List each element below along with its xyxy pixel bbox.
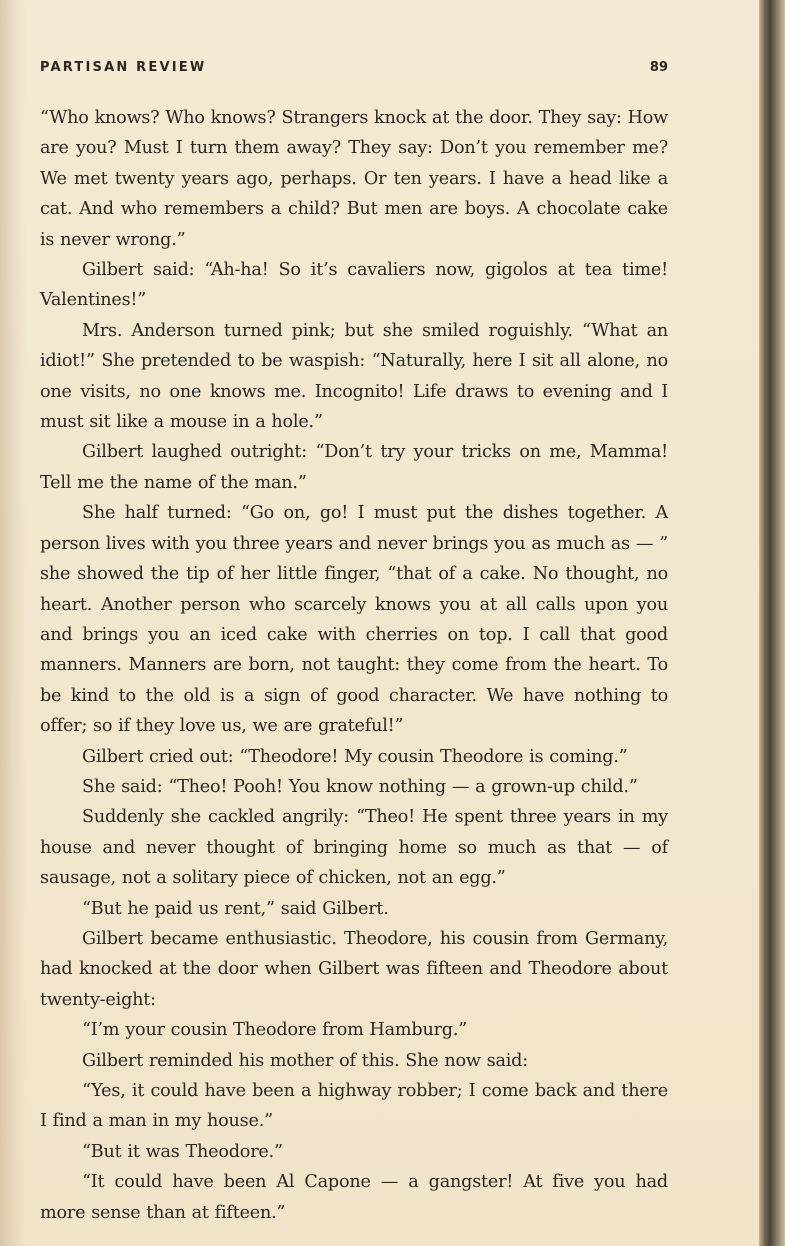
paragraph-1: “Who knows? Who knows? Strangers knock at the door. They say: How are you? Must I turn them away? They say: Don’t you remember me? We met twenty years ago, perhaps. Or ten years. I have a head like a cat. And who remembers a child? But men are boys. A chocolate cake is never wrong.”: [40, 108, 668, 250]
running-head: [40, 60, 668, 82]
paragraph-12: Gilbert reminded his mother of this. She now said:: [82, 1050, 528, 1071]
paragraph-13: “Yes, it could have been a highway robber; I come back and there I find a man in my house.”: [40, 1081, 668, 1132]
body-text: [40, 103, 668, 1228]
journal-title: PARTISAN REVIEW: [40, 60, 207, 75]
paragraph-9: “But he paid us rent,” said Gilbert.: [82, 898, 389, 919]
paragraph-8: Suddenly she cackled angrily: “Theo! He spent three years in my house and never thought of bringing home so much as that — of sausage, not a solitary piece of chicken, not an egg.”: [40, 807, 668, 889]
page-number: 89: [649, 60, 668, 75]
paragraph-11: “I’m your cousin Theodore from Hamburg.”: [82, 1020, 468, 1041]
paragraph-5: She half turned: “Go on, go! I must put the dishes together. A person lives with you three years and never brings you as much as — ” she showed the tip of her little finger, “that of a cake. No thought, no heart. Another person who scarcely knows you at all calls upon you and brings you an iced cake with cherries on top. I call that good manners. Manners are born, not taught: they come from the heart. To be kind to the old is a sign of good character. We have nothing to offer; so if they love us, we are grateful!”: [40, 503, 668, 737]
paragraph-10: Gilbert became enthusiastic. Theodore, his cousin from Germany, had knocked at the door when Gilbert was fifteen and Theodore about twenty-eight:: [40, 928, 668, 1010]
paragraph-2: Gilbert said: “Ah-ha! So it’s cavaliers now, gigolos at tea time! Valentines!”: [40, 260, 668, 311]
paragraph-15: “It could have been Al Capone — a gangster! At five you had more sense than at fifteen.”: [40, 1172, 668, 1223]
paragraph-6: Gilbert cried out: “Theodore! My cousin Theodore is coming.”: [82, 746, 628, 767]
paragraph-7: She said: “Theo! Pooh! You know nothing — a grown-up child.”: [82, 776, 638, 797]
paragraph-4: Gilbert laughed outright: “Don’t try your tricks on me, Mamma! Tell me the name of the man.”: [40, 442, 668, 493]
book-gutter-shadow: [759, 0, 785, 1246]
paragraph-3: Mrs. Anderson turned pink; but she smiled roguishly. “What an idiot!” She pretended to be waspish: “Naturally, here I sit all alone, no one visits, no one knows me. Incognito! Life draws to evening and I must sit like a mouse in a hole.”: [40, 320, 668, 433]
paragraph-14: “But it was Theodore.”: [82, 1141, 283, 1162]
